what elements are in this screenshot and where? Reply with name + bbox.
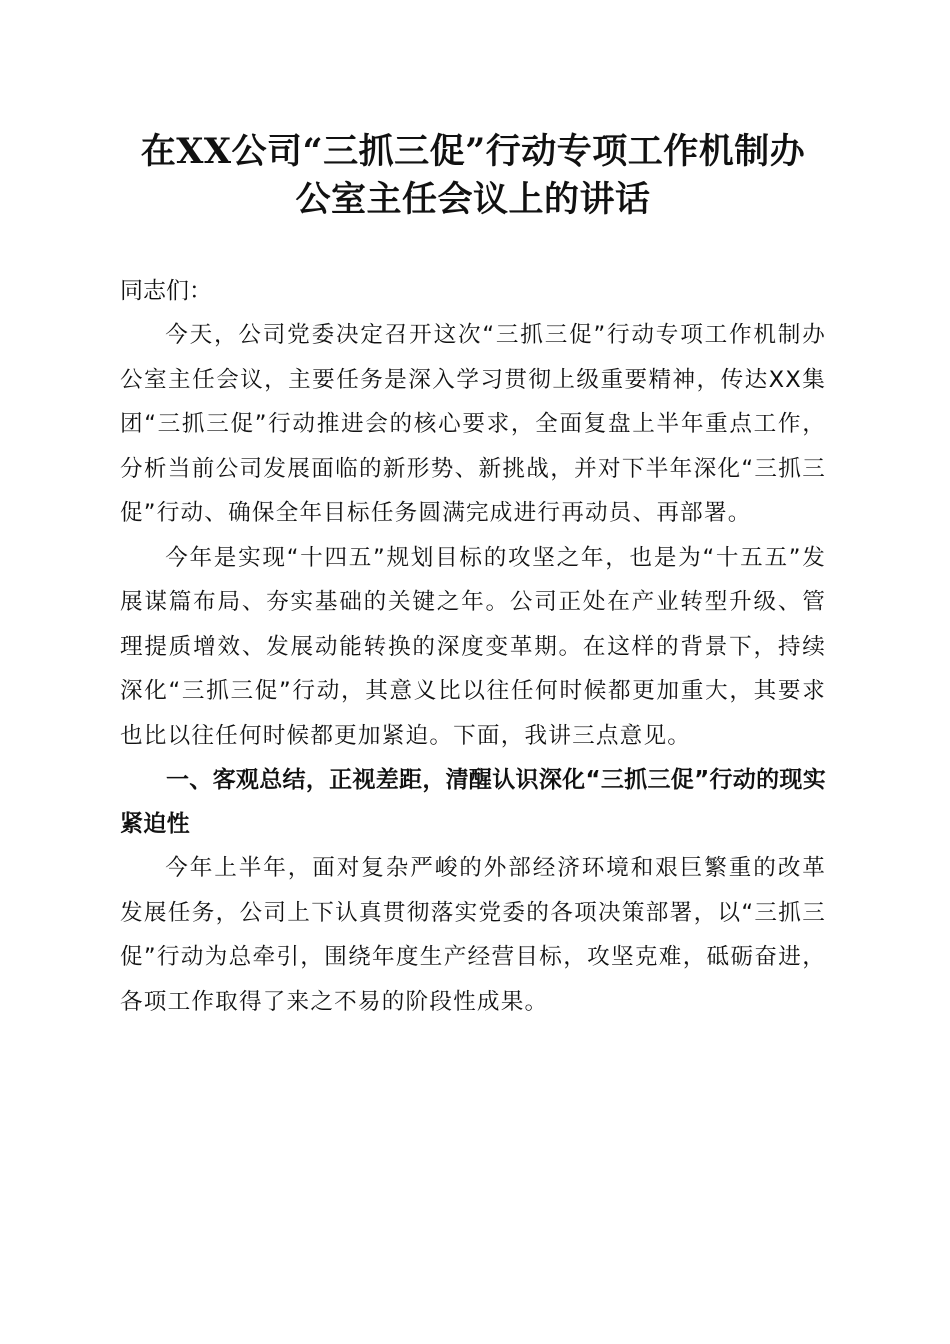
salutation: 同志们： xyxy=(120,278,212,304)
paragraph-opening: 今天，公司党委决定召开这次“三抓三促”行动专项工作机制办公室主任会议，主要任务是深入学习贯彻上级重要精神，传达XX集团“三抓三促”行动推进会的核心要求，全面复盘上半年重点工作，分析当前公司发展面临的新形势、新挑战，并对下半年深化“三抓三促”行动、确保全年目标任务圆满完成进行再动员、再部署。 xyxy=(120,322,826,526)
title-line-1: 在XX公司“三抓三促”行动专项工作机制办 xyxy=(140,131,806,172)
document-page xyxy=(120,128,826,1024)
document-title xyxy=(120,128,826,224)
paragraph-section-1: 今年上半年，面对复杂严峻的外部经济环境和艰巨繁重的改革发展任务，公司上下认真贯彻落实党委的各项决策部署，以“三抓三促”行动为总牵引，围绕年度生产经营目标，攻坚克难，砥砺奋进，各项工作取得了来之不易的阶段性成果。 xyxy=(120,855,826,1015)
paragraph-background: 今年是实现“十四五”规划目标的攻坚之年，也是为“十五五”发展谋篇布局、夯实基础的关键之年。公司正处在产业转型升级、管理提质增效、发展动能转换的深度变革期。在这样的背景下，持续深化“三抓三促”行动，其意义比以往任何时候都更加重大，其要求也比以往任何时候都更加紧迫。下面，我讲三点意见。 xyxy=(120,544,826,749)
section-heading-1: 一、客观总结，正视差距，清醒认识深化“三抓三促”行动的现实紧迫性 xyxy=(120,767,826,837)
title-line-2: 公室主任会议上的讲话 xyxy=(295,179,651,220)
